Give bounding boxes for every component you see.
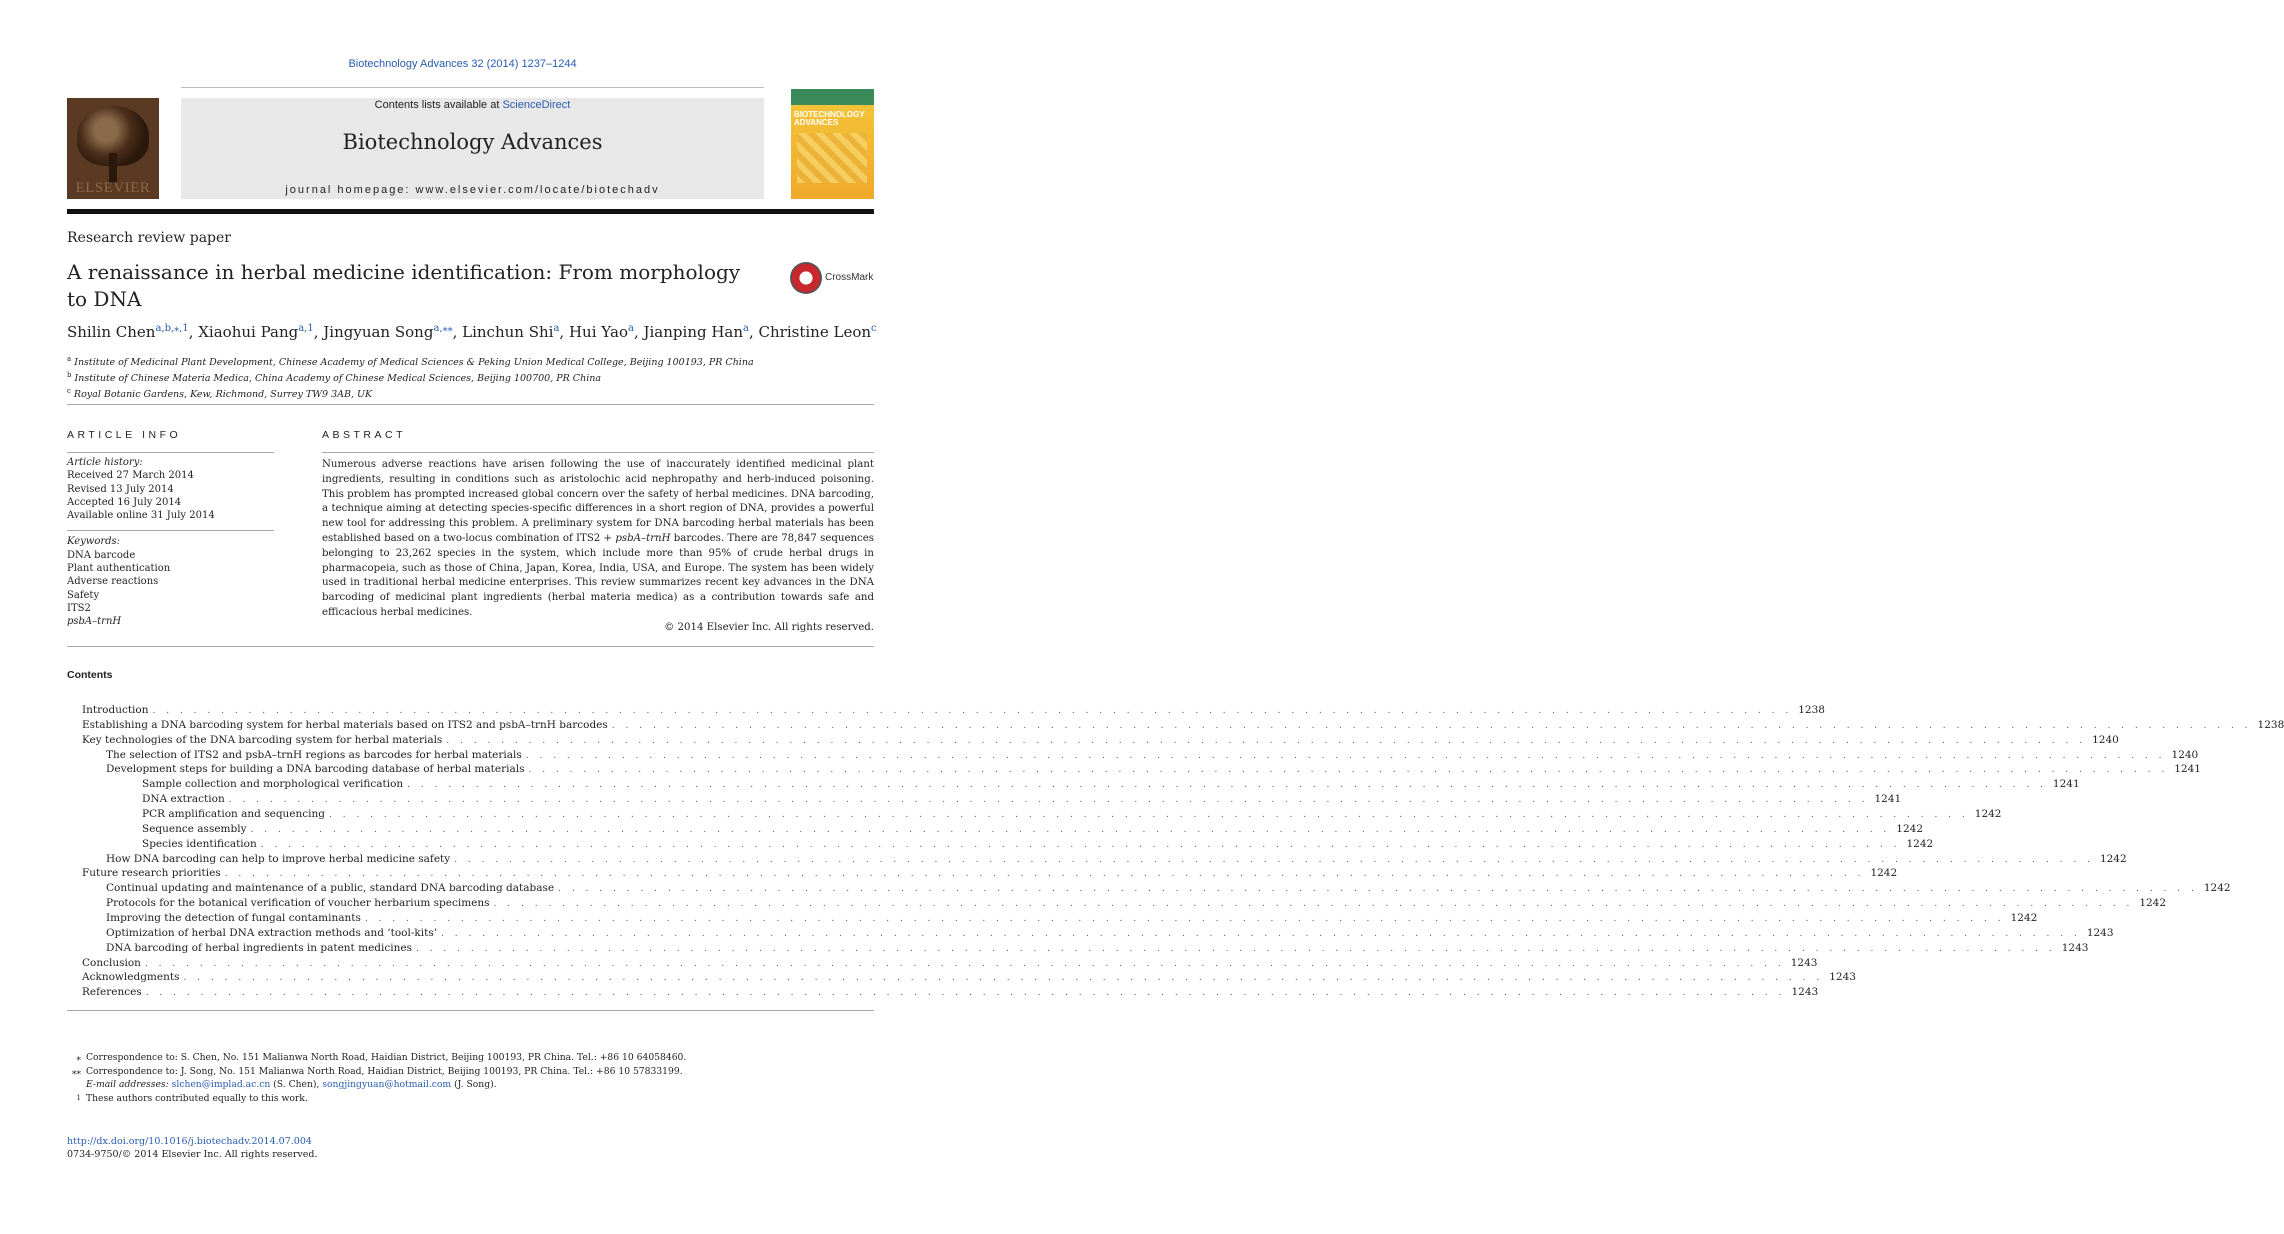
toc-entry-page: 1240	[2092, 733, 2119, 746]
publisher-wordmark: ELSEVIER	[75, 180, 151, 196]
toc-leader-dots: . . . . . . . . . . . . . . . . . . . . . . . . . . . . . . . . . . . . . . . . . . . . . . . . . . . . . . . . . . . . . . . . . . . . . . . . . . . . . . . . . . . . . . . . . . . . . . . . . . . . . . . . . . . . . . . . . . . . . . . .	[525, 750, 2166, 761]
table-of-contents	[67, 703, 2284, 1000]
toc-leader-dots: . . . . . . . . . . . . . . . . . . . . . . . . . . . . . . . . . . . . . . . . . . . . . . . . . . . . . . . . . . . . . . . . . . . . . . . . . . . . . . . . . . . . . . . . . . . . . . . . . . . . . . . . . . . . . . . . . . . . . . . .	[528, 765, 2169, 776]
toc-entry-page: 1242	[2010, 912, 2038, 925]
author-5: Hui Yao	[568, 323, 628, 341]
copyright: © 2014 Elsevier Inc. All rights reserved.	[664, 621, 874, 633]
keyword: ITS2	[67, 602, 91, 614]
toc-entry[interactable]	[67, 777, 2080, 792]
keyword: DNA barcode	[67, 549, 136, 561]
affiliation-c: $^c$ Royal Botanic Gardens, Kew, Richmond, Surrey TW9 3AB, UK	[67, 387, 373, 401]
toc-leader-dots: . . . . . . . . . . . . . . . . . . . . . . . . . . . . . . . . . . . . . . . . . . . . . . . . . . . . . . . . . . . . . . . . . . . . . . . . . . . . . . . . . . . . . . . . . . . . . . . . . . . . . . . . . . . . . . . . . . . . . . . .	[329, 810, 1969, 821]
author-7-affil[interactable]: c	[871, 323, 877, 334]
toc-entry-label: Key technologies of the DNA barcoding system for herbal materials	[82, 733, 443, 746]
author-7: Christine Leon	[758, 323, 872, 341]
toc-entry[interactable]	[67, 703, 1825, 718]
toc-entry-page: 1243	[1829, 971, 1856, 984]
author-2-affil[interactable]: a,1	[298, 323, 314, 334]
history-label: Article history:	[67, 457, 143, 468]
toc-entry-label: Improving the detection of fungal contaminants	[106, 912, 361, 925]
toc-leader-dots: . . . . . . . . . . . . . . . . . . . . . . . . . . . . . . . . . . . . . . . . . . . . . . . . . . . . . . . . . . . . . . . . . . . . . . . . . . . . . . . . . . . . . . . . . . . . . . . . . . . . . . . . . . . . . . . . . . . . . . . .	[611, 720, 2252, 731]
journal-title: Biotechnology Advances	[342, 130, 603, 154]
footnote-emails: E-mail addresses: slchen@implad.ac.cn (S. Chen), songjingyuan@hotmail.com (J. Song).	[86, 1079, 497, 1090]
toc-entry-page: 1242	[1870, 867, 1898, 880]
author-3: Jingyuan Song	[323, 323, 434, 341]
keyword: Adverse reactions	[67, 576, 159, 588]
toc-entry-page: 1238	[1798, 704, 1825, 716]
toc-entry[interactable]	[67, 733, 2119, 748]
author-2: Xiaohui Pang	[198, 323, 299, 341]
keyword: Safety	[67, 589, 100, 601]
toc-entry[interactable]	[67, 748, 2199, 763]
contents-heading: Contents	[67, 669, 113, 681]
affiliation-b: $^b$ Institute of Chinese Materia Medica, China Academy of Chinese Medical Sciences, Beijing 100700, PR China	[67, 371, 602, 385]
email-link[interactable]: slchen@implad.ac.cn	[171, 1079, 271, 1090]
toc-entry-label: References	[82, 986, 142, 999]
toc-leader-dots: . . . . . . . . . . . . . . . . . . . . . . . . . . . . . . . . . . . . . . . . . . . . . . . . . . . . . . . . . . . . . . . . . . . . . . . . . . . . . . . . . . . . . . . . . . . . . . . . . . . . . . . . . . . . . . . . . . . . . . . .	[228, 795, 1869, 806]
toc-leader-dots: . . . . . . . . . . . . . . . . . . . . . . . . . . . . . . . . . . . . . . . . . . . . . . . . . . . . . . . . . . . . . . . . . . . . . . . . . . . . . . . . . . . . . . . . . . . . . . . . . . . . . . . . . . . . . . . . . . . . . . . .	[144, 958, 1785, 969]
toc-leader-dots: . . . . . . . . . . . . . . . . . . . . . . . . . . . . . . . . . . . . . . . . . . . . . . . . . . . . . . . . . . . . . . . . . . . . . . . . . . . . . . . . . . . . . . . . . . . . . . . . . . . . . . . . . . . . . . . . . . . . . . . .	[415, 943, 2056, 954]
toc-entry[interactable]	[67, 881, 2231, 896]
divider	[67, 646, 874, 647]
history-accepted: Accepted 16 July 2014	[67, 496, 182, 508]
toc-entry[interactable]	[67, 985, 1819, 1000]
affiliation-a: $^a$ Institute of Medicinal Plant Development, Chinese Academy of Medical Sciences & Peking Union Medical College, Beijing 100193, PR China	[67, 355, 754, 369]
toc-entry-label: Sample collection and morphological verification	[142, 778, 404, 791]
toc-entry[interactable]	[67, 911, 2038, 926]
keywords-label: Keywords:	[67, 536, 121, 548]
history-revised: Revised 13 July 2014	[67, 483, 174, 495]
keyword: Plant authentication	[67, 563, 171, 575]
article-title: A renaissance in herbal medicine identification: From morphology to DNA	[67, 260, 741, 311]
keyword: psbA–trnH	[67, 616, 122, 628]
doi-link[interactable]: http://dx.doi.org/10.1016/j.biotechadv.2014.07.004	[67, 1136, 312, 1147]
elsevier-logo	[67, 98, 159, 199]
toc-entry[interactable]	[67, 956, 1818, 971]
toc-entry[interactable]	[67, 970, 1856, 985]
crossmark-icon	[790, 262, 822, 294]
toc-leader-dots: . . . . . . . . . . . . . . . . . . . . . . . . . . . . . . . . . . . . . . . . . . . . . . . . . . . . . . . . . . . . . . . . . . . . . . . . . . . . . . . . . . . . . . . . . . . . . . . . . . . . . . . . . . . . . . . . . . . . . . . .	[183, 973, 1824, 984]
toc-leader-dots: . . . . . . . . . . . . . . . . . . . . . . . . . . . . . . . . . . . . . . . . . . . . . . . . . . . . . . . . . . . . . . . . . . . . . . . . . . . . . . . . . . . . . . . . . . . . . . . . . . . . . . . . . . . . . . . . . . . . . . . .	[446, 735, 2087, 746]
toc-entry-page: 1242	[2139, 897, 2167, 910]
footnotes	[67, 1051, 874, 1105]
author-4: Linchun Shi	[462, 323, 554, 341]
article-info	[67, 456, 274, 629]
contents-available-line: Contents lists available at ScienceDirect	[374, 99, 571, 111]
divider	[67, 1010, 874, 1011]
footnote-correspondence-1: ⁎ Correspondence to: S. Chen, No. 151 Malianwa North Road, Haidian District, Beijing 100193, PR China. Tel.: +86 10 64058460.	[76, 1052, 687, 1063]
author-list: Shilin Chen$^{a,b,⁎,1}$, Xiaohui Pang$^{a,1}$, Jingyuan Song$^{a,⁎⁎}$, Linchun Shi$^a$, Hui Yao$^a$, Jianping Han$^a$, Christine Leon$^c$	[67, 323, 877, 341]
toc-entry-label: DNA extraction	[142, 793, 225, 806]
toc-entry-page: 1242	[2099, 852, 2127, 865]
toc-entry[interactable]	[67, 822, 1924, 837]
toc-entry-page: 1243	[2061, 941, 2089, 954]
history-received: Received 27 March 2014	[67, 470, 194, 482]
toc-entry-label: The selection of ITS2 and psbA–trnH regions as barcodes for herbal materials	[106, 748, 522, 761]
journal-homepage[interactable]: journal homepage: www.elsevier.com/locate/biotechadv	[285, 184, 660, 196]
email-link[interactable]: songjingyuan@hotmail.com	[322, 1079, 452, 1090]
toc-entry-page: 1241	[2052, 778, 2080, 791]
toc-entry-page: 1243	[1791, 986, 1819, 999]
page-footer	[67, 1135, 318, 1161]
toc-entry[interactable]	[67, 941, 2089, 956]
toc-entry-page: 1240	[2171, 748, 2199, 761]
toc-entry-page: 1242	[1896, 822, 1924, 835]
abstract-heading: ABSTRACT	[322, 429, 407, 441]
toc-entry[interactable]	[67, 807, 2002, 822]
toc-entry-label: Species identification	[142, 837, 257, 850]
footnote-correspondence-2: ⁎⁎ Correspondence to: J. Song, No. 151 Malianwa North Road, Haidian District, Beijing 100193, PR China. Tel.: +86 10 57833199.	[71, 1065, 683, 1077]
toc-leader-dots: . . . . . . . . . . . . . . . . . . . . . . . . . . . . . . . . . . . . . . . . . . . . . . . . . . . . . . . . . . . . . . . . . . . . . . . . . . . . . . . . . . . . . . . . . . . . . . . . . . . . . . . . . . . . . . . . . . . . . . . .	[441, 928, 2081, 939]
toc-entry[interactable]	[67, 896, 2167, 911]
toc-leader-dots: . . . . . . . . . . . . . . . . . . . . . . . . . . . . . . . . . . . . . . . . . . . . . . . . . . . . . . . . . . . . . . . . . . . . . . . . . . . . . . . . . . . . . . . . . . . . . . . . . . . . . . . . . . . . . . . . . . . . . . . .	[493, 899, 2134, 910]
toc-entry-label: Future research priorities	[82, 867, 221, 880]
toc-entry-page: 1242	[2203, 882, 2231, 895]
toc-entry-page: 1242	[1906, 837, 1934, 850]
journal-cover-image	[791, 89, 874, 199]
toc-leader-dots: . . . . . . . . . . . . . . . . . . . . . . . . . . . . . . . . . . . . . . . . . . . . . . . . . . . . . . . . . . . . . . . . . . . . . . . . . . . . . . . . . . . . . . . . . . . . . . . . . . . . . . . . . . . . . . . . . . . . . . . .	[364, 914, 2005, 925]
toc-entry-label: Optimization of herbal DNA extraction methods and ‘tool-kits’	[106, 926, 438, 939]
author-4-affil[interactable]: a	[553, 323, 560, 334]
toc-leader-dots: . . . . . . . . . . . . . . . . . . . . . . . . . . . . . . . . . . . . . . . . . . . . . . . . . . . . . . . . . . . . . . . . . . . . . . . . . . . . . . . . . . . . . . . . . . . . . . . . . . . . . . . . . . . . . . . . . . . . . . . .	[454, 854, 2094, 865]
divider	[67, 404, 874, 405]
toc-entry-page: 1238	[2257, 718, 2284, 731]
author-5-affil[interactable]: a	[627, 323, 634, 334]
author-3-affil[interactable]: a,⁎⁎	[433, 323, 453, 334]
footnote-equal-contribution: 1 These authors contributed equally to this work.	[76, 1092, 308, 1104]
toc-entry[interactable]	[67, 792, 1902, 807]
toc-entry-label: Introduction	[82, 704, 149, 716]
history-online: Available online 31 July 2014	[67, 510, 215, 522]
toc-entry-label: Development steps for building a DNA barcoding database of herbal materials	[106, 763, 525, 776]
crossmark-badge[interactable]	[790, 262, 880, 296]
header-thick-rule	[67, 209, 874, 214]
divider	[67, 452, 274, 453]
author-6: Jianping Han	[643, 323, 744, 341]
toc-entry-page: 1241	[1874, 793, 1902, 806]
toc-entry-label: How DNA barcoding can help to improve herbal medicine safety	[106, 852, 451, 865]
article-info-heading: ARTICLE INFO	[67, 429, 182, 441]
article-type: Research review paper	[67, 230, 231, 246]
toc-entry[interactable]	[67, 866, 1898, 881]
toc-entry-label: Acknowledgments	[82, 971, 180, 984]
affiliations	[67, 353, 754, 401]
journal-citation[interactable]: Biotechnology Advances 32 (2014) 1237–1244	[348, 58, 577, 70]
toc-entry[interactable]	[67, 926, 2114, 941]
toc-leader-dots: . . . . . . . . . . . . . . . . . . . . . . . . . . . . . . . . . . . . . . . . . . . . . . . . . . . . . . . . . . . . . . . . . . . . . . . . . . . . . . . . . . . . . . . . . . . . . . . . . . . . . . . . . . . . . . . . . . . . . . . .	[145, 988, 1786, 999]
author-6-affil[interactable]: a	[743, 323, 749, 334]
toc-leader-dots: . . . . . . . . . . . . . . . . . . . . . . . . . . . . . . . . . . . . . . . . . . . . . . . . . . . . . . . . . . . . . . . . . . . . . . . . . . . . . . . . . . . . . . . . . . . . . . . . . . . . . . . . . . . . . . . . . . . . . . . .	[152, 706, 1793, 716]
divider	[322, 452, 874, 453]
toc-entry-label: Protocols for the botanical verification of voucher herbarium specimens	[106, 897, 490, 910]
toc-entry[interactable]	[67, 718, 2284, 733]
journal-masthead	[181, 98, 764, 199]
sciencedirect-link[interactable]: ScienceDirect	[502, 99, 571, 111]
toc-leader-dots: . . . . . . . . . . . . . . . . . . . . . . . . . . . . . . . . . . . . . . . . . . . . . . . . . . . . . . . . . . . . . . . . . . . . . . . . . . . . . . . . . . . . . . . . . . . . . . . . . . . . . . . . . . . . . . . . . . . . . . . .	[224, 869, 1865, 880]
toc-entry[interactable]	[67, 837, 1934, 852]
toc-entry-label: Continual updating and maintenance of a public, standard DNA barcoding database	[106, 882, 555, 895]
toc-entry-page: 1243	[2086, 926, 2114, 939]
toc-entry-page: 1241	[2174, 763, 2201, 776]
toc-leader-dots: . . . . . . . . . . . . . . . . . . . . . . . . . . . . . . . . . . . . . . . . . . . . . . . . . . . . . . . . . . . . . . . . . . . . . . . . . . . . . . . . . . . . . . . . . . . . . . . . . . . . . . . . . . . . . . . . . . . . . . . .	[407, 780, 2047, 791]
toc-entry-page: 1242	[1974, 808, 2002, 821]
author-1-affil[interactable]: a,b,⁎,1	[155, 323, 189, 334]
toc-leader-dots: . . . . . . . . . . . . . . . . . . . . . . . . . . . . . . . . . . . . . . . . . . . . . . . . . . . . . . . . . . . . . . . . . . . . . . . . . . . . . . . . . . . . . . . . . . . . . . . . . . . . . . . . . . . . . . . . . . . . . . . .	[250, 824, 1891, 835]
toc-entry-label: Establishing a DNA barcoding system for herbal materials based on ITS2 and psbA–trnH barcodes	[82, 718, 608, 731]
toc-entry-label: DNA barcoding of herbal ingredients in patent medicines	[106, 941, 412, 954]
cover-title: BIOTECHNOLOGY ADVANCES	[794, 110, 865, 127]
toc-entry[interactable]	[67, 762, 2201, 777]
toc-entry-label: Conclusion	[82, 956, 141, 969]
author-1: Shilin Chen	[67, 323, 156, 341]
issn-line: 0734-9750/© 2014 Elsevier Inc. All rights reserved.	[67, 1149, 318, 1160]
toc-leader-dots: . . . . . . . . . . . . . . . . . . . . . . . . . . . . . . . . . . . . . . . . . . . . . . . . . . . . . . . . . . . . . . . . . . . . . . . . . . . . . . . . . . . . . . . . . . . . . . . . . . . . . . . . . . . . . . . . . . . . . . . .	[260, 839, 1901, 850]
toc-entry-label: PCR amplification and sequencing	[142, 808, 326, 821]
header-divider	[181, 87, 764, 88]
toc-entry-page: 1243	[1790, 956, 1818, 969]
toc-entry-label: Sequence assembly	[142, 822, 247, 835]
crossmark-label: CrossMark	[825, 272, 874, 283]
toc-leader-dots: . . . . . . . . . . . . . . . . . . . . . . . . . . . . . . . . . . . . . . . . . . . . . . . . . . . . . . . . . . . . . . . . . . . . . . . . . . . . . . . . . . . . . . . . . . . . . . . . . . . . . . . . . . . . . . . . . . . . . . . .	[558, 884, 2198, 895]
abstract-body: Numerous adverse reactions have arisen following the use of inaccurately identified medicinal plant ingredients, resulting in conditions such as aristolochic acid nephropathy and herb-induced poisoning. This problem has prompted increased global concern over the safety of herbal medicines. DNA barcoding, a technique aiming at detecting species-specific differences in a short region of DNA, provides a powerful new tool for addressing this problem. A preliminary system for DNA barcoding herbal materials has been established based on a two-locus combination of ITS2 + psbA–trnH barcodes. There are 78,847 sequences belonging to 23,262 species in the system, which include more than 95% of crude herbal drugs in pharmacopeia, such as those of China, Japan, Korea, India, USA, and Europe. The system has been widely used in traditional herbal medicine enterprises. This review summarizes recent key advances in the DNA barcoding of medicinal plant ingredients (herbal materia medica) as a contribution towards safe and efficacious herbal medicines. © 2014 Elsevier Inc. All rights reserved.	[322, 458, 874, 636]
toc-entry[interactable]	[67, 852, 2127, 867]
